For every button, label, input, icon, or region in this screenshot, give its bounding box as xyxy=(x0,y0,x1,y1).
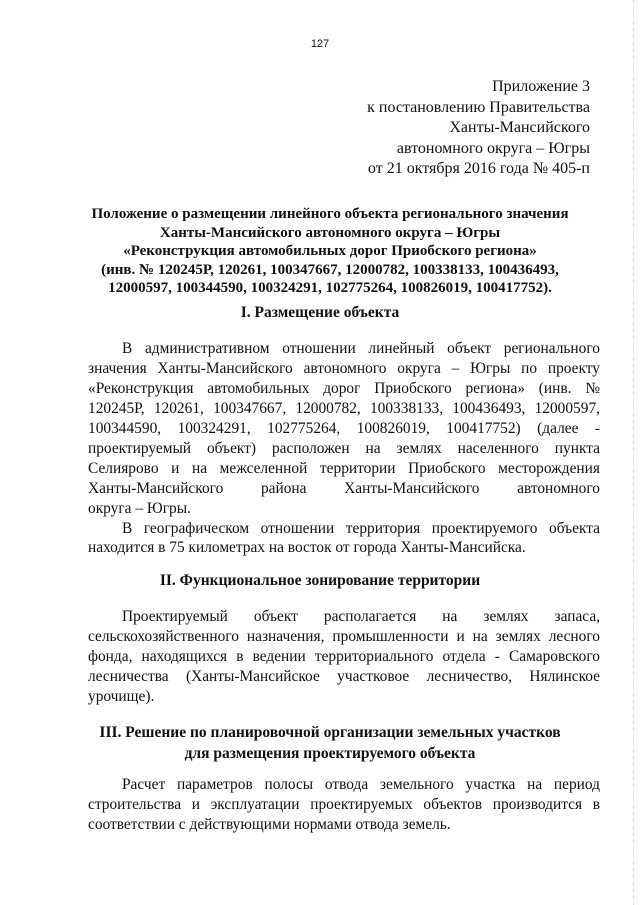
section-1-line: проектируемый объект) расположен на землях населенного пункта xyxy=(88,440,600,457)
section-3-heading-line: для размещения проектируемого объекта xyxy=(184,744,476,762)
section-1-line: округа – Югры. xyxy=(88,500,191,517)
section-3-line: соответствии с действующими нормами отвода земель. xyxy=(88,816,451,833)
section-1-line: 100344590, 100324291, 102775264, 100826019, 100417752) (далее - xyxy=(88,420,600,437)
appendix-line: к постановлению Правительства xyxy=(367,98,590,116)
section-1-line: значения Ханты-Мансийского автономного округа – Югры по проекту xyxy=(88,360,600,377)
section-1-line: Селиярово и на межселенной территории Приобского месторождения xyxy=(88,460,600,477)
appendix-line: автономного округа – Югры xyxy=(396,139,590,157)
scan-edge-decoration xyxy=(633,0,634,905)
section-2-line: фонда, находящихся в ведении территориального отдела - Самаровского xyxy=(88,648,600,665)
section-3-line: строительства и эксплуатации проектируемых объектов производится в xyxy=(88,796,600,813)
section-1-line: находится в 75 километрах на восток от города Ханты-Мансийска. xyxy=(88,539,526,556)
section-2-heading: II. Функциональное зонирование территории xyxy=(159,572,481,589)
section-1-line: Ханты-Мансийского района Ханты-Мансийского автономного xyxy=(88,480,600,497)
title-line: Положение о размещении линейного объекта регионального значения xyxy=(91,206,569,222)
section-2-line: урочище). xyxy=(88,688,155,705)
section-1-line: В административном отношении линейный объект регионального xyxy=(122,340,600,357)
section-1-heading: I. Размещение объекта xyxy=(240,304,400,321)
section-3-heading xyxy=(60,723,600,764)
section-1-line: «Реконструкция автомобильных дорог Приобского региона» (инв. № xyxy=(88,380,600,397)
title-line: Ханты-Мансийского автономного округа – Югры xyxy=(159,224,501,241)
title-line: «Реконструкция автомобильных дорог Приобского региона» xyxy=(123,243,537,260)
section-2-line: сельскохозяйственного назначения, промышленности и на землях лесного xyxy=(88,628,600,645)
appendix-line: Ханты-Мансийского xyxy=(449,119,590,136)
appendix-line: от 21 октября 2016 года № 405-п xyxy=(367,160,590,177)
title-line: 12000597, 100344590, 100324291, 102775264, 100826019, 100417752). xyxy=(108,280,552,297)
section-3-line: Расчет параметров полосы отвода земельного участка на период xyxy=(122,776,600,793)
appendix-line: Приложение 3 xyxy=(492,78,590,95)
title-line: (инв. № 120245Р, 120261, 100347667, 12000782, 100338133, 100436493, xyxy=(101,261,559,278)
document-title xyxy=(60,205,600,298)
section-1-line: 120245Р, 120261, 100347667, 12000782, 100338133, 100436493, 12000597, xyxy=(88,400,600,417)
section-1-line: В географическом отношении территория проектируемого объекта xyxy=(122,520,600,537)
section-2-line: Проектируемый объект располагается на землях запаса, xyxy=(122,608,600,625)
section-2-line: лесничества (Ханты-Мансийское участковое лесничество, Нялинское xyxy=(88,668,600,685)
section-3-heading-line: III. Решение по планировочной организации земельных участков xyxy=(99,724,561,741)
appendix-block xyxy=(270,77,590,180)
page-number: 127 xyxy=(310,38,330,50)
